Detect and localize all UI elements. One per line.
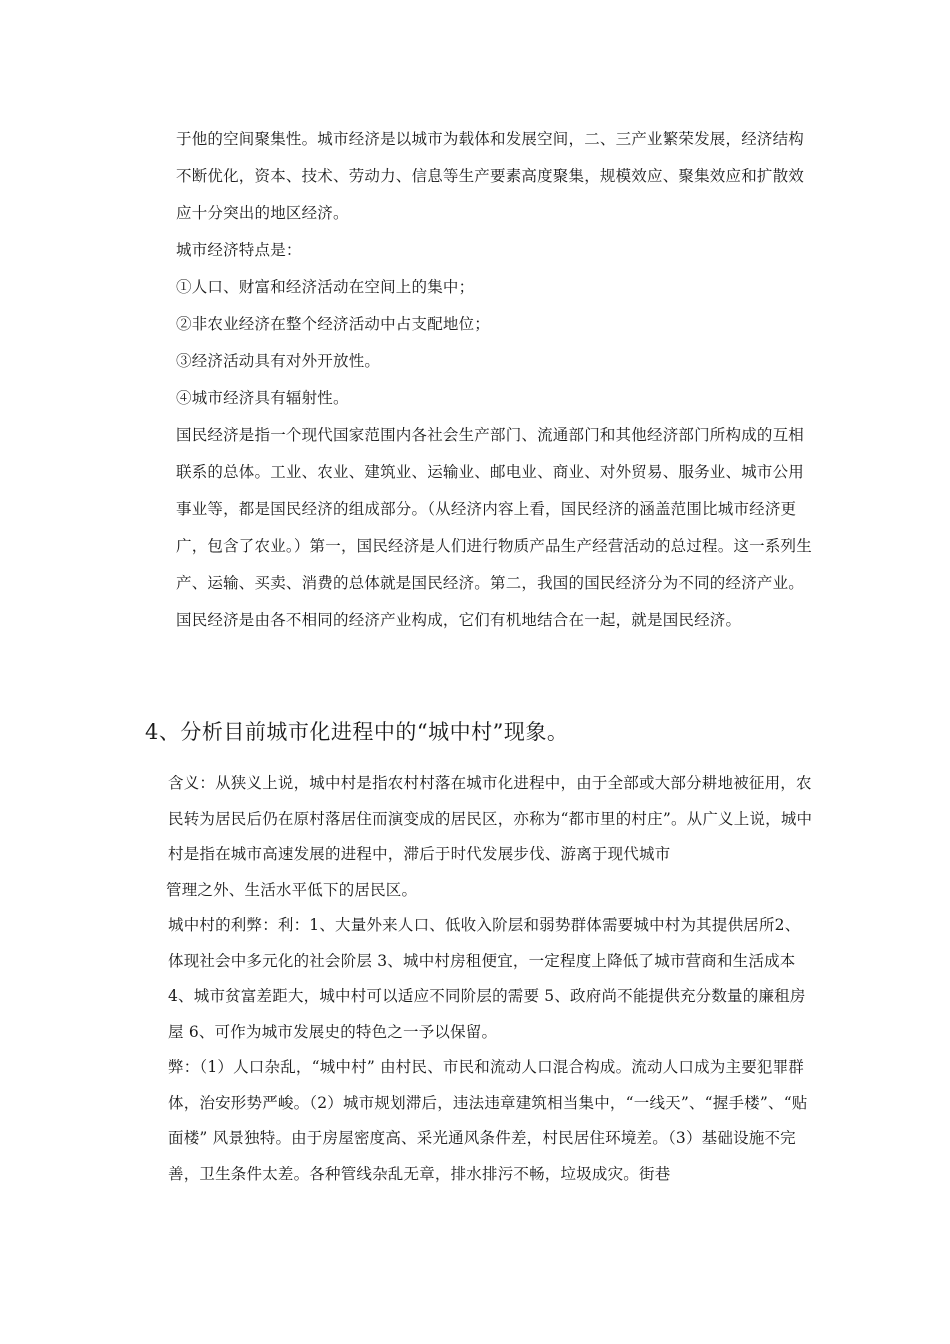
feature-item-1: ①人口、财富和经济活动在空间上的集中；	[176, 278, 475, 296]
features-title: 城市经济特点是：	[176, 241, 302, 259]
section-heading: 4、分析目前城市化进程中的“城中村”现象。	[145, 720, 569, 744]
cons-paragraph: 弊：（1）人口杂乱，“城中村” 由村民、市民和流动人口混合构成。流动人口成为主要犯罪群体，治安形势严峻。（2）城市规划滞后，违法违章建筑相当集中，“一线天”、“握手楼”、“贴面楼” 风景独特。由于房屋密度高、采光通风条件差，村民居住环境差。（3）基础设施不完善，卫生条件太差。各种管线杂乱无章，排水排污不畅，垃圾成灾。街巷	[168, 1058, 808, 1183]
definition-paragraph: 含义：从狭义上说，城中村是指农村村落在城市化进程中，由于全部或大部分耕地被征用，农民转为居民后仍在原村落居住而演变成的居民区，亦称为“都市里的村庄”。从广义上说，城中村是指在城市高速发展的进程中，滞后于时代发展步伐、游离于现代城市	[168, 774, 813, 863]
feature-item-3: ③经济活动具有对外开放性。	[176, 352, 381, 370]
urban-economy-definition: 于他的空间聚集性。城市经济是以城市为载体和发展空间，二、三产业繁荣发展，经济结构不断优化，资本、技术、劳动力、信息等生产要素高度聚集，规模效应、聚集效应和扩散效应十分突出的地区经济。	[176, 130, 805, 222]
section-urban-economy	[176, 121, 816, 639]
feature-item-4: ④城市经济具有辐射性。	[176, 389, 349, 407]
section-urban-village	[168, 766, 816, 1192]
national-economy-paragraph: 国民经济是指一个现代国家范围内各社会生产部门、流通部门和其他经济部门所构成的互相联系的总体。工业、农业、建筑业、运输业、邮电业、商业、对外贸易、服务业、城市公用事业等，都是国民经济的组成部分。（从经济内容上看，国民经济的涵盖范围比城市经济更广，包含了农业。）第一，国民经济是人们进行物质产品生产经营活动的总过程。这一系列生产、运输、买卖、消费的总体就是国民经济。第二，我国的国民经济分为不同的经济产业。国民经济是由各不相同的经济产业构成，它们有机地结合在一起，就是国民经济。	[176, 426, 812, 629]
feature-item-2: ②非农业经济在整个经济活动中占支配地位；	[176, 315, 491, 333]
pros-paragraph: 城中村的利弊：利：1、大量外来人口、低收入阶层和弱势群体需要城中村为其提供居所2、体现社会中多元化的社会阶层 3、城中村房租便宜，一定程度上降低了城市营商和生活成本 4、城市贫富差距大，城中村可以适应不同阶层的需要 5、政府尚不能提供充分数量的廉租房屋 6、可作为城市发展史的特色之一予以保留。	[168, 916, 806, 1041]
definition-paragraph-end: 管理之外、生活水平低下的居民区。	[166, 880, 418, 899]
